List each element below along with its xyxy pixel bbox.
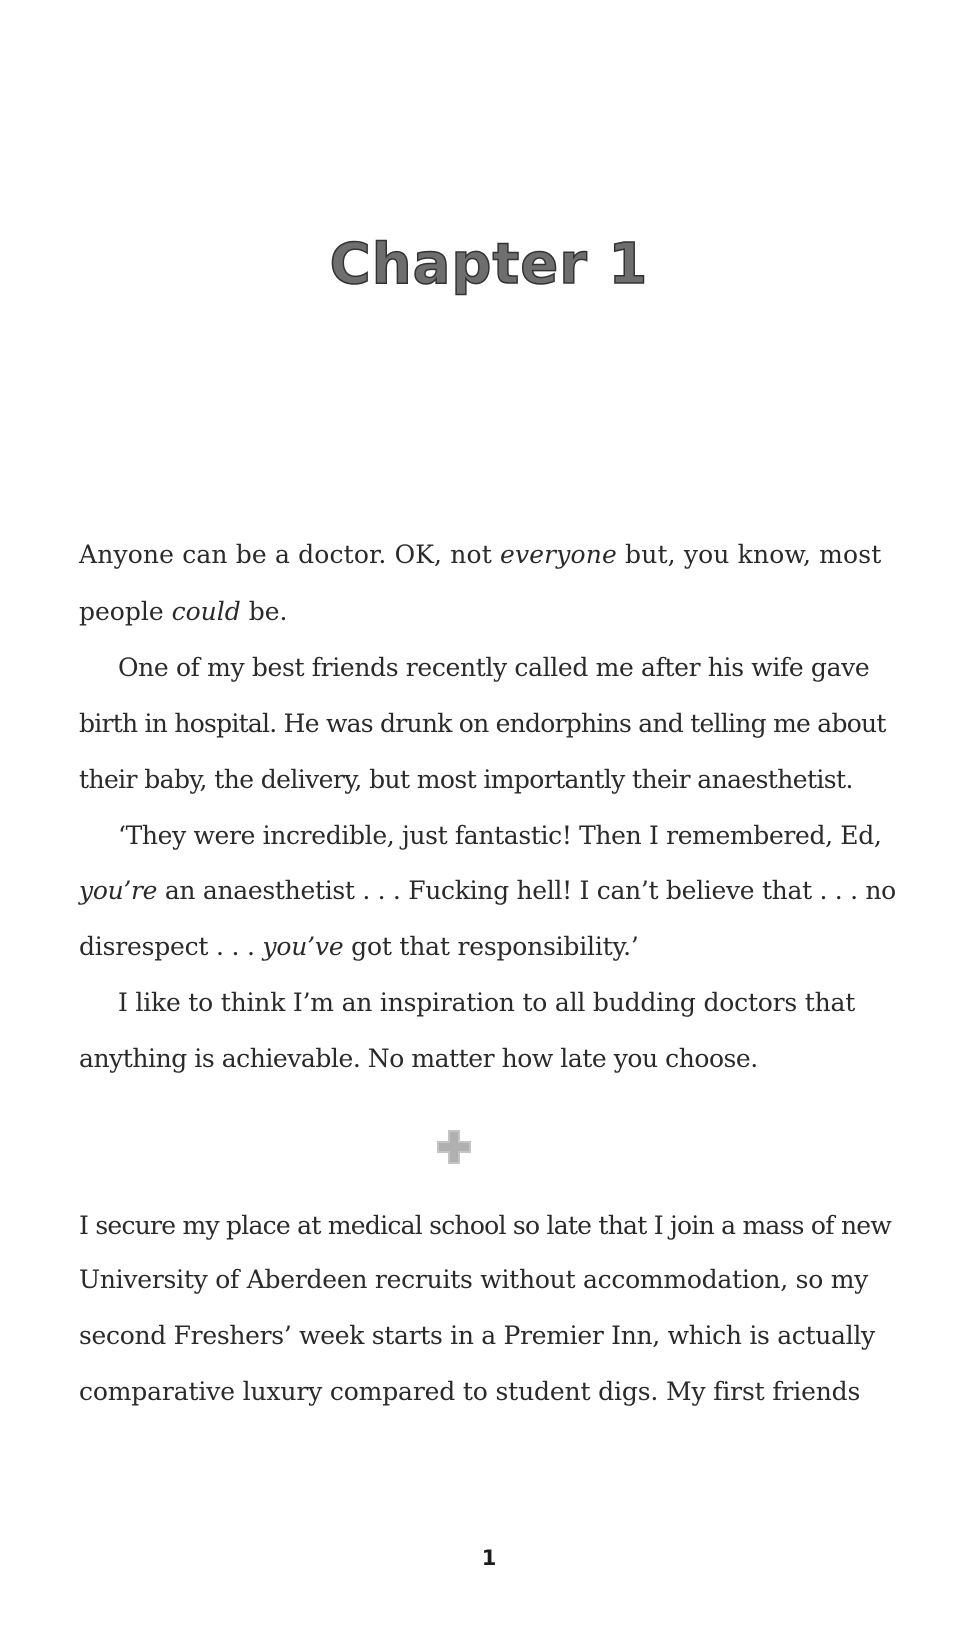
body-line-14: comparative luxury compared to student digs. My first friends xyxy=(79,1377,861,1406)
page-number: 1 xyxy=(481,1546,497,1570)
body-line-12: University of Aberdeen recruits without accommodation, so my xyxy=(79,1265,869,1294)
body-line-2: people could be. xyxy=(79,597,288,626)
body-line-3: One of my best friends recently called me after his wife gave xyxy=(118,653,870,682)
body-line-5: their baby, the delivery, but most importantly their anaesthetist. xyxy=(79,765,853,794)
body-line-8: disrespect . . . you’ve got that responsibility.’ xyxy=(79,932,639,961)
body-line-6: ‘They were incredible, just fantastic! Then I remembered, Ed, xyxy=(118,821,882,850)
body-line-13: second Freshers’ week starts in a Premier Inn, which is actually xyxy=(79,1321,875,1350)
body-line-1: Anyone can be a doctor. OK, not everyone but, you know, most xyxy=(79,540,882,569)
body-line-4: birth in hospital. He was drunk on endorphins and telling me about xyxy=(79,709,886,738)
chapter-title: Chapter 1 xyxy=(329,232,649,297)
body-line-10: anything is achievable. No matter how late you choose. xyxy=(79,1044,758,1073)
body-line-9: I like to think I’m an inspiration to all budding doctors that xyxy=(118,988,856,1017)
body-line-7: you’re an anaesthetist . . . Fucking hell! I can’t believe that . . . no xyxy=(79,876,896,905)
medical-cross-icon xyxy=(435,1128,473,1166)
body-line-11: I secure my place at medical school so late that I join a mass of new xyxy=(79,1211,891,1240)
